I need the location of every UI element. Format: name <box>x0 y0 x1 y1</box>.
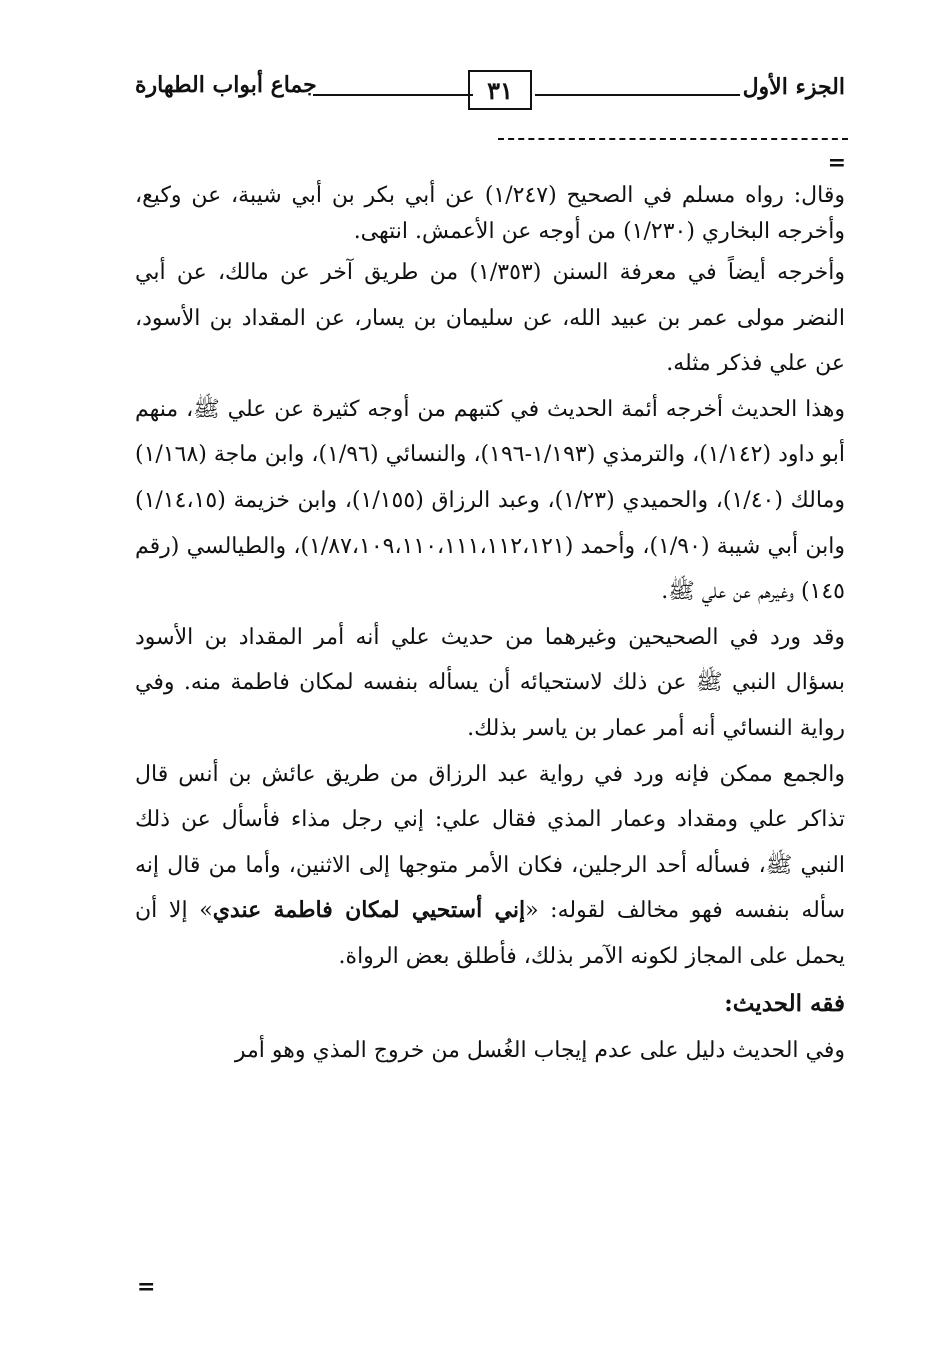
header-rule-right <box>535 94 740 96</box>
continuation-mark-top: = <box>827 150 846 176</box>
paragraph-4: وقد ورد في الصحيحين وغيرهما من حديث علي أنه أمر المقداد بن الأسود بسؤال النبي ﷺ عن ذلك لاستحيائه أن يسأله بنفسه لمكان فاطمة منه. وفي رواية النسائي أنه أمر عمار بن ياسر بذلك. <box>135 624 845 741</box>
chapter-title: جماع أبواب الطهارة <box>135 72 317 98</box>
paragraph-1: وقال: رواه مسلم في الصحيح (١/٢٤٧) عن أبي بكر بن أبي شيبة، عن وكيع، وأخرجه البخاري (١/٢٣٠) من أوجه عن الأعمش. انتهى. <box>135 183 845 244</box>
section-heading: فقه الحديث: <box>724 989 845 1017</box>
header-rule-left <box>313 94 473 96</box>
paragraph-5 <box>135 752 845 980</box>
part-label: الجزء الأول <box>742 74 845 100</box>
page-number-box <box>468 70 532 110</box>
paragraph-5-text: والجمع ممكن فإنه ورد في رواية عبد الرزاق من طريق عائش بن أنس قال تذاكر علي ومقداد وعمار المذي فقال علي: إني رجل مذاء فأسأل عن ذلك النبي ﷺ، فسأله أحد الرجلين، فكان الأمر متوجها إلى الاثنين، وأما من قال إنه سأله بنفسه فهو مخالف لقوله: « <box>135 761 846 924</box>
paragraph-5-tail: » إلا أن يحمل على المجاز لكونه الآمر بذلك، فأطلق بعض الرواة. <box>135 898 845 969</box>
running-header <box>135 64 845 124</box>
hadith-quote: إني أستحيي لمكان فاطمة عندي <box>212 897 526 924</box>
page-number: ٣١ <box>487 76 513 105</box>
paragraph-3: وهذا الحديث أخرجه أئمة الحديث في كتبهم من أوجه كثيرة عن علي ﷺ، منهم أبو داود (١/١٤٢)، والترمذي (١/١٩٣-١٩٦)، والنسائي (١/٩٦)، وابن ماجة (١/١٦٨) ومالك (١/٤٠)، والحميدي (١/٢٣)، وعبد الرزاق (١/١٥٥)، وابن خزيمة (١/١٤،١٥) وابن أبي شيبة (١/٩٠)، وأحمد (١/٨٧،١٠٩،١١٠،١١١،١١٢،١٢١)، والطيالسي (رقم ١٤٥) وغيرهم عن علي ﷺ. <box>135 396 846 605</box>
footnote-continuation-separator <box>498 138 848 140</box>
paragraph-6: وفي الحديث دليل على عدم إيجاب الغُسل من خروج المذي وهو أمر <box>234 1037 845 1063</box>
continuation-mark-bottom: = <box>137 1274 156 1300</box>
paragraph-2: وأخرجه أيضاً في معرفة السنن (١/٣٥٣) من طريق آخر عن مالك، عن أبي النضر مولى عمر بن عبيد الله، عن سليمان بن يسار، عن المقداد بن الأسود، عن علي فذكر مثله. <box>135 260 845 377</box>
body-text <box>135 178 845 1073</box>
